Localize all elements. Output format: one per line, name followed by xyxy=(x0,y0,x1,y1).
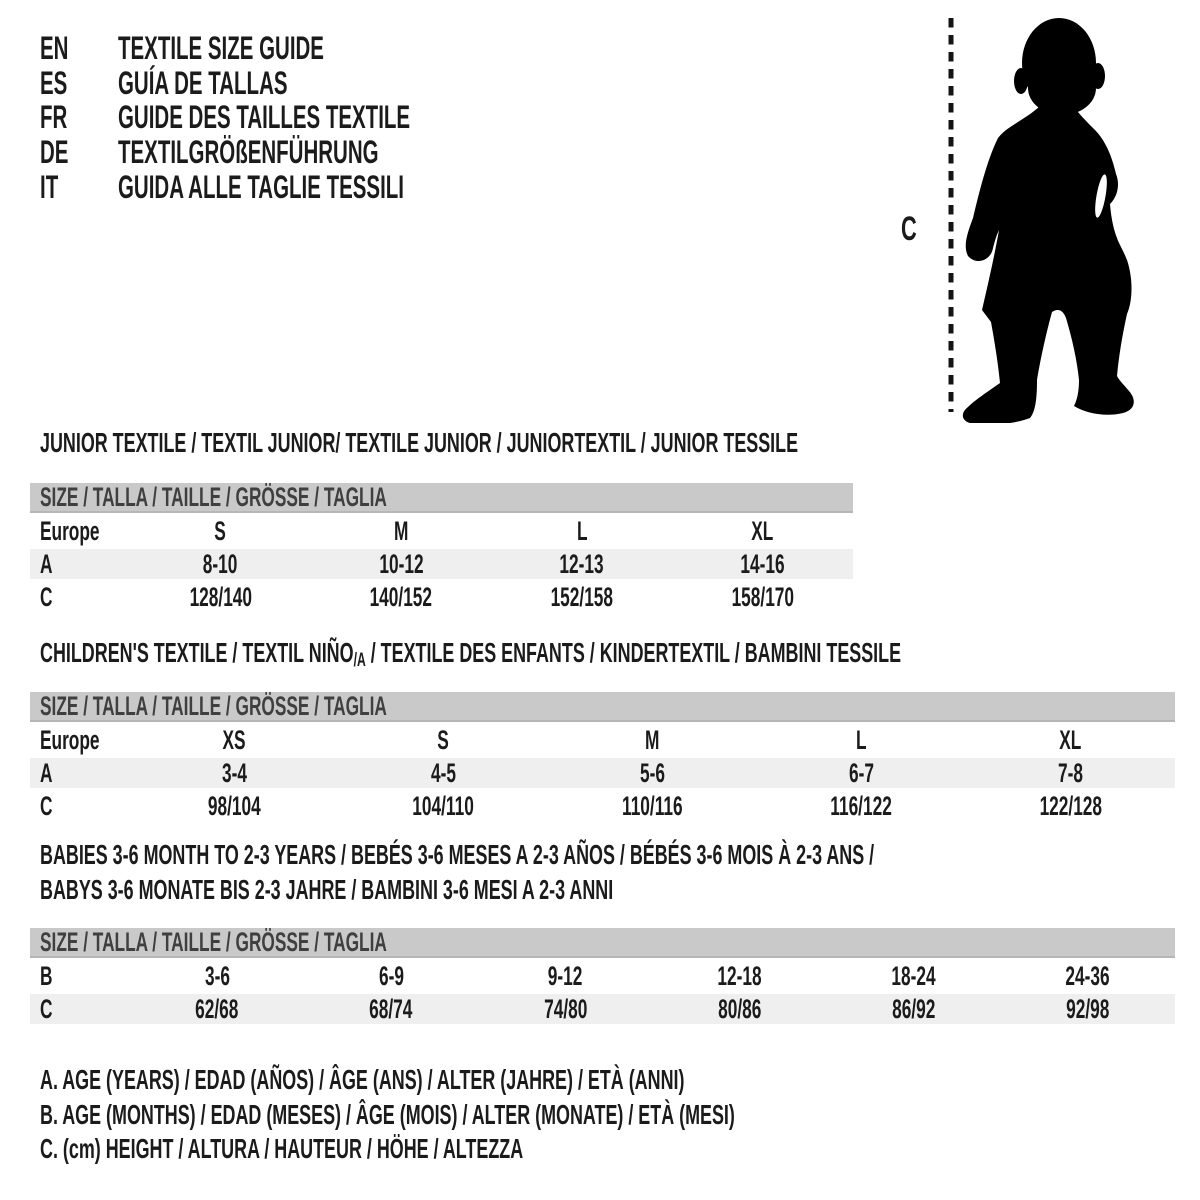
legend-line-c xyxy=(40,1132,1126,1167)
cell-text: M xyxy=(393,516,409,546)
cell-text: 12-13 xyxy=(559,549,604,579)
table-cell xyxy=(757,791,966,822)
table-row xyxy=(30,994,1175,1024)
legend-line-a xyxy=(40,1063,1126,1098)
cell-text: 122/128 xyxy=(1039,791,1102,821)
language-label: GUIDE DES TAILLES TEXTILE xyxy=(118,99,411,136)
table-cell xyxy=(339,725,548,756)
table-cell xyxy=(966,758,1175,789)
row-label-text: Europe xyxy=(40,516,100,546)
table-cell xyxy=(130,758,339,789)
table-cell xyxy=(339,791,548,822)
language-label: GUIDA ALLE TAGLIE TESSILI xyxy=(118,168,404,205)
table-cell xyxy=(492,549,673,580)
children-heading-text xyxy=(40,637,901,669)
table-header-bar xyxy=(30,483,853,513)
children-size-table xyxy=(30,692,1175,821)
row-label-text: Europe xyxy=(40,725,100,755)
language-label: TEXTILE SIZE GUIDE xyxy=(118,29,324,66)
row-label xyxy=(30,758,130,789)
baby-silhouette xyxy=(963,18,1134,423)
cell-text: L xyxy=(576,516,588,546)
row-label xyxy=(30,582,130,613)
table-cell xyxy=(653,994,827,1025)
legend-text: B. AGE (MONTHS) / EDAD (MESES) / ÂGE (MOIS) / ALTER (MONATE) / ETÀ (MESI) xyxy=(40,1098,735,1130)
table-row xyxy=(30,549,853,579)
cell-text: 10-12 xyxy=(379,549,424,579)
babies-heading-line1: BABIES 3-6 MONTH TO 2-3 YEARS / BEBÉS 3-6 MESES A 2-3 AÑOS / BÉBÉS 3-6 MOIS À 2-3 ANS / xyxy=(40,839,875,870)
cell-text: 128/140 xyxy=(189,582,252,612)
language-code: DE xyxy=(40,134,69,171)
table-cell xyxy=(492,582,673,613)
table-cell xyxy=(1001,994,1175,1025)
row-label xyxy=(30,725,130,756)
row-label xyxy=(30,549,130,580)
table-cell xyxy=(757,758,966,789)
baby-silhouette-figure xyxy=(935,8,1150,423)
language-code: FR xyxy=(40,99,68,136)
table-cell xyxy=(757,725,966,756)
table-header-bar xyxy=(30,692,1175,722)
cell-text: 140/152 xyxy=(369,582,433,612)
table-cell xyxy=(130,791,339,822)
cell-text: 68/74 xyxy=(369,994,413,1024)
cell-text: 98/104 xyxy=(208,791,261,821)
cell-text: 8-10 xyxy=(203,549,238,579)
height-measure-label xyxy=(901,210,926,249)
cell-text: 104/110 xyxy=(412,791,475,821)
table-cell xyxy=(130,725,339,756)
cell-text: 62/68 xyxy=(195,994,239,1024)
row-label-text: A xyxy=(40,758,53,788)
cell-text: 3-4 xyxy=(222,758,247,788)
legend-text: A. AGE (YEARS) / EDAD (AÑOS) / ÂGE (ANS) / ALTER (JAHRE) / ETÀ (ANNI) xyxy=(40,1064,685,1095)
table-cell xyxy=(966,791,1175,822)
legend-line-b xyxy=(40,1098,1126,1133)
table-row xyxy=(30,758,1175,788)
cell-text: 9-12 xyxy=(548,961,583,991)
height-measure-letter: C xyxy=(901,210,917,248)
cell-text: XS xyxy=(222,725,247,755)
table-row xyxy=(30,725,1175,755)
table-cell xyxy=(311,516,492,547)
language-label: GUÍA DE TALLAS xyxy=(118,64,288,101)
cell-text: 6-9 xyxy=(378,961,404,991)
cell-text: XL xyxy=(751,516,774,546)
cell-text: 152/158 xyxy=(550,582,614,612)
table-cell xyxy=(311,549,492,580)
table-row xyxy=(30,516,853,546)
table-cell xyxy=(548,758,757,789)
cell-text: S xyxy=(437,725,450,755)
legend xyxy=(40,1063,1126,1167)
table-cell xyxy=(966,725,1175,756)
cell-text: 92/98 xyxy=(1066,994,1110,1024)
table-cell xyxy=(339,758,548,789)
cell-text: 4-5 xyxy=(431,758,456,788)
table-cell xyxy=(672,549,853,580)
language-code: IT xyxy=(40,168,59,205)
cell-text: 80/86 xyxy=(717,994,762,1024)
children-heading-sub: /A xyxy=(353,650,366,671)
language-list xyxy=(40,31,574,205)
table-cell xyxy=(548,791,757,822)
language-code: ES xyxy=(40,64,68,101)
cell-text: 12-18 xyxy=(717,961,762,991)
cell-text: M xyxy=(645,725,660,755)
cell-text: 110/116 xyxy=(622,791,683,821)
row-label xyxy=(30,791,130,822)
table-header-bar xyxy=(30,928,1175,958)
cell-text: 158/170 xyxy=(731,582,794,612)
cell-text: 86/92 xyxy=(892,994,936,1024)
table-cell xyxy=(311,582,492,613)
row-label-text: C xyxy=(40,582,53,612)
table-cell xyxy=(130,549,311,580)
table-row xyxy=(30,582,853,612)
size-header-text: SIZE / TALLA / TAILLE / GRÖSSE / TAGLIA xyxy=(40,481,387,512)
table-cell xyxy=(130,994,304,1025)
children-section-heading xyxy=(40,637,1200,669)
size-header-text: SIZE / TALLA / TAILLE / GRÖSSE / TAGLIA xyxy=(40,690,387,721)
junior-heading-text: JUNIOR TEXTILE / TEXTIL JUNIOR/ TEXTILE JUNIOR / JUNIORTEXTIL / JUNIOR TESSILE xyxy=(40,427,799,458)
table-cell xyxy=(827,961,1001,992)
cell-text: 116/122 xyxy=(830,791,893,821)
cell-text: 3-6 xyxy=(204,961,230,991)
children-heading-pre: CHILDREN'S TEXTILE / TEXTIL NIÑO xyxy=(40,637,354,668)
table-cell xyxy=(304,994,478,1025)
table-cell xyxy=(130,961,304,992)
table-cell xyxy=(130,516,311,547)
cell-text: 7-8 xyxy=(1058,758,1083,788)
language-code: EN xyxy=(40,29,69,66)
cell-text: S xyxy=(214,516,227,546)
table-cell xyxy=(478,994,652,1025)
cell-text: 74/80 xyxy=(543,994,588,1024)
table-cell xyxy=(653,961,827,992)
cell-text: L xyxy=(856,725,867,755)
row-label-text: B xyxy=(40,961,53,991)
table-cell xyxy=(478,961,652,992)
table-row xyxy=(30,791,1175,821)
row-label-text: C xyxy=(40,994,53,1024)
table-cell xyxy=(672,516,853,547)
babies-size-table xyxy=(30,928,1175,1024)
row-label-text: C xyxy=(40,791,53,821)
table-cell xyxy=(672,582,853,613)
children-heading-post: / TEXTILE DES ENFANTS / KINDERTEXTIL / BAMBINI TESSILE xyxy=(365,637,902,668)
row-label xyxy=(30,994,130,1025)
size-header-text: SIZE / TALLA / TAILLE / GRÖSSE / TAGLIA xyxy=(40,926,387,957)
cell-text: 14-16 xyxy=(740,549,785,579)
babies-heading-line2: BABYS 3-6 MONATE BIS 2-3 JAHRE / BAMBINI 3-6 MESI A 2-3 ANNI xyxy=(40,873,614,905)
junior-size-table xyxy=(30,483,853,612)
row-label xyxy=(30,516,130,547)
babies-section-heading xyxy=(40,838,1200,907)
table-cell xyxy=(548,725,757,756)
cell-text: 18-24 xyxy=(891,961,936,991)
table-cell xyxy=(492,516,673,547)
language-label: TEXTILGRÖßENFÜHRUNG xyxy=(118,134,379,171)
cell-text: 6-7 xyxy=(849,758,874,788)
legend-text: C. (cm) HEIGHT / ALTURA / HAUTEUR / HÖHE / ALTEZZA xyxy=(40,1133,524,1164)
cell-text: XL xyxy=(1059,725,1082,755)
cell-text: 24-36 xyxy=(1065,961,1111,991)
row-label-text: A xyxy=(40,549,53,579)
table-cell xyxy=(1001,961,1175,992)
row-label xyxy=(30,961,130,992)
junior-section-heading xyxy=(40,427,1200,459)
table-cell xyxy=(304,961,478,992)
table-cell xyxy=(130,582,311,613)
table-row xyxy=(30,961,1175,991)
table-cell xyxy=(827,994,1001,1025)
cell-text: 5-6 xyxy=(640,758,665,788)
